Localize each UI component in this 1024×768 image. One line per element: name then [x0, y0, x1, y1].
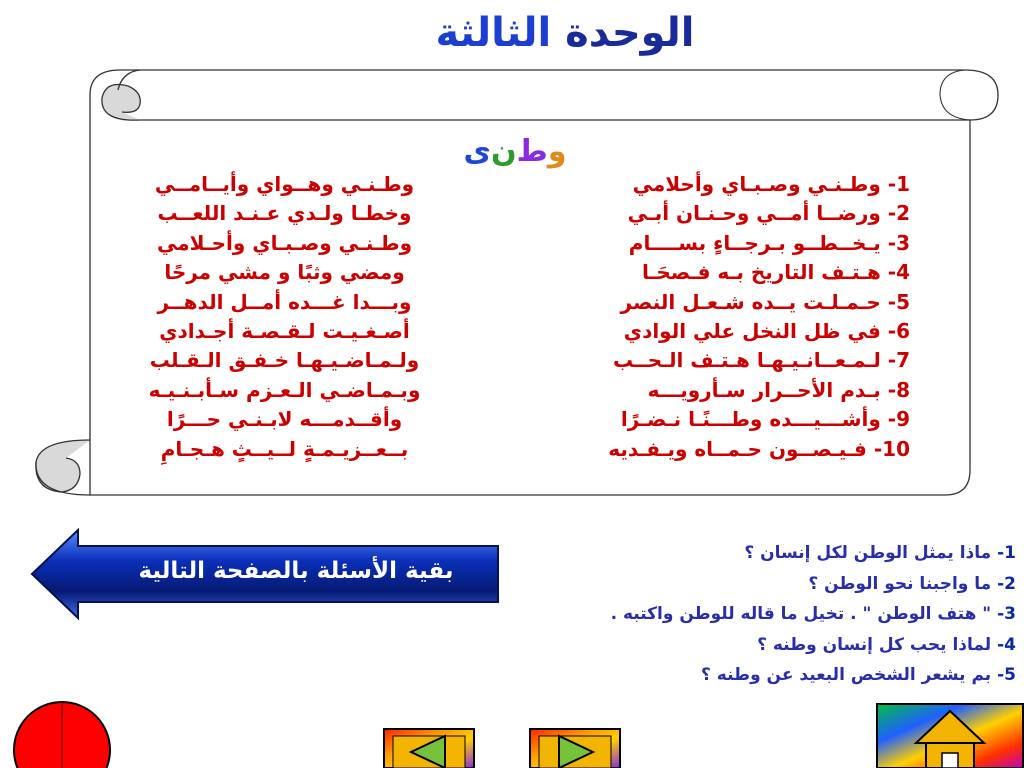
house-icon[interactable]: [876, 703, 1024, 768]
question-text: بم يشعر الشخص البعيد عن وطنه ؟: [701, 665, 998, 685]
question-item: [540, 538, 1016, 569]
poem-line: وبـــدا غـــده أمــل الدهــر: [157, 289, 412, 314]
poem-line: 8- بـدم الأحــرار سـأرويـــه: [647, 377, 910, 402]
poem-line: 5- حـمـلـت يــده شـعـل النصر: [620, 289, 910, 314]
question-number: 3-: [997, 604, 1016, 624]
poem-left-column: [112, 170, 457, 464]
poem-line: أصـغـيـت لـقـصـة أجـدادي: [159, 319, 410, 344]
poem-line: 6- في ظل النخل علي الوادي: [623, 319, 910, 344]
triangle-right-icon[interactable]: [529, 728, 621, 768]
poem-title-letter: ط: [516, 134, 548, 169]
title-word-number: الثالثة: [435, 10, 552, 56]
poem-line: وبـمـاضـي الـعـزم سـأبـنـيـه: [148, 377, 421, 402]
question-item: [540, 599, 1016, 630]
poem-right-column: [545, 170, 910, 464]
question-item: [540, 630, 1016, 661]
poem-line: 3- يـخــطــو بـرجــاءٍ بســــام: [628, 230, 910, 255]
poem-title-letter: و: [547, 134, 567, 169]
title-word-unit: الوحدة: [565, 10, 695, 56]
question-number: 2-: [997, 573, 1016, 594]
question-text: " هتف الوطن " . تخيل ما قاله للوطن واكتبه .: [610, 604, 998, 624]
poem-title-letter: ن: [491, 134, 517, 169]
poem-line: 10- فـيـصــون حـمــاه ويـفـديه: [608, 436, 910, 461]
question-number: 5-: [997, 665, 1016, 685]
question-number: 4-: [997, 634, 1016, 655]
question-text: ما واجبنا نحو الوطن ؟: [808, 573, 998, 594]
poem-title-letter: ى: [463, 134, 492, 169]
poem-line: 4- هـتـف التاريخ بـه فـصحَـا: [642, 260, 910, 285]
poem-line: 7- لـمـعــانـيـهـا هـتـف الـحــب: [612, 348, 910, 373]
poem-line: 9- وأشـــيـــده وطـــنًـا نـضـرًا: [620, 407, 910, 432]
next-page-questions-button[interactable]: بقية الأسئلة بالصفحة التالية: [138, 558, 454, 584]
poem-line: بــعــزيـمـةٍ لــيــثٍ هـجـامِ: [160, 436, 409, 461]
question-item: [540, 660, 1016, 691]
poem-line: 1- وطـنـي وصـبـاي وأحلامي: [632, 172, 910, 196]
poem-line: وأقــدمـــه لابـنـي حـــرًا: [166, 407, 403, 432]
question-item: [540, 569, 1016, 600]
poem-line: وطـنـي وصـبـاي وأحـلامي: [156, 230, 413, 255]
poem-line: وخطـا ولـدي عـنـد اللعــب: [157, 201, 412, 226]
question-text: ماذا يمثل الوطن لكل إنسان ؟: [744, 543, 998, 563]
red-circle-icon[interactable]: [12, 700, 112, 768]
poem-line: ولـمـاضـيـهـا خـفـق الـقـلب: [149, 348, 420, 373]
question-text: لماذا يحب كل إنسان وطنه ؟: [757, 634, 998, 655]
poem-line: ومضي وثبًا و مشي مرحًا: [164, 260, 405, 285]
poem-line: 2- ورضــا أمــي وحـنـان أبـي: [627, 201, 910, 226]
question-number: 1-: [997, 543, 1016, 563]
triangle-left-icon[interactable]: [383, 728, 475, 768]
poem-line: وطـنـي وهــواي وأيــامــي: [154, 172, 415, 196]
poem-title: [440, 134, 590, 170]
questions-list: [540, 538, 1016, 691]
